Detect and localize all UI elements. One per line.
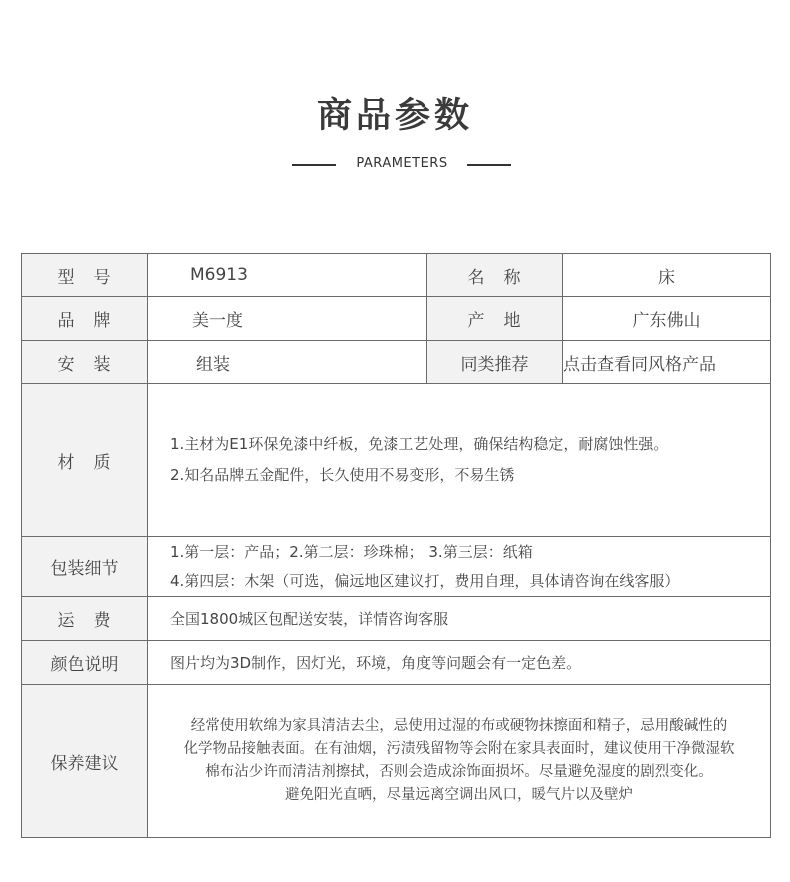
shipping-value-cell: [148, 597, 771, 641]
table-row: [22, 254, 771, 297]
brand-value: 美一度: [148, 297, 427, 341]
material-line-2: 2.知名品牌五金配件，长久使用不易变形，不易生锈: [170, 466, 515, 484]
parameters-table: [21, 253, 771, 838]
packing-label: 包装细节: [22, 537, 148, 597]
subtitle-left-rule: [292, 164, 336, 166]
model-label: 型 号: [22, 254, 148, 297]
origin-label: 产 地: [427, 297, 563, 341]
subtitle-row: [0, 155, 790, 175]
material-line-1: 1.主材为E1环保免漆中纤板，免漆工艺处理，确保结构稳定，耐腐蚀性强。: [170, 435, 669, 453]
care-value: [148, 685, 771, 838]
page-header: [0, 0, 790, 200]
care-label: 保养建议: [22, 685, 148, 838]
origin-value: 广东佛山: [563, 297, 771, 341]
table-row: [22, 341, 771, 384]
care-line-4: 避免阳光直晒，尽量远离空调出风口，暖气片以及壁炉: [285, 787, 633, 803]
table-row: [22, 297, 771, 341]
similar-products-link[interactable]: 点击查看同风格产品: [563, 341, 771, 384]
care-line-3: 棉布沾少许而清洁剂擦拭，否则会造成涂饰面损坏。尽量避免湿度的剧烈变化。: [205, 764, 713, 780]
shipping-value: 全国1800城区包配送安装，详情咨询客服: [170, 610, 449, 628]
table-row: [22, 597, 771, 641]
material-value: [148, 384, 771, 537]
name-label: 名 称: [427, 254, 563, 297]
install-label: 安 装: [22, 341, 148, 384]
color-value: 图片均为3D制作，因灯光，环境，角度等问题会有一定色差。: [170, 654, 582, 672]
table-row: [22, 384, 771, 537]
table-row: [22, 685, 771, 838]
packing-value: [148, 537, 771, 597]
install-value: 组装: [148, 341, 427, 384]
model-value: M6913: [148, 254, 427, 297]
name-value: 床: [563, 254, 771, 297]
table-row: [22, 641, 771, 685]
brand-label: 品 牌: [22, 297, 148, 341]
packing-line-2: 4.第四层：木架（可选，偏远地区建议打，费用自理，具体请咨询在线客服）: [170, 571, 680, 590]
table-row: [22, 537, 771, 597]
subtitle-right-rule: [467, 164, 511, 166]
similar-label: 同类推荐: [427, 341, 563, 384]
color-label: 颜色说明: [22, 641, 148, 685]
shipping-label: 运 费: [22, 597, 148, 641]
packing-line-1: 1.第一层：产品；2.第二层：珍珠棉； 3.第三层：纸箱: [170, 542, 533, 561]
care-line-1: 经常使用软绵为家具清洁去尘，忌使用过湿的布或硬物抹擦面和精子，忌用酸碱性的: [190, 718, 728, 734]
subtitle-text: PARAMETERS: [356, 156, 448, 171]
care-line-2: 化学物品接触表面。在有油烟，污渍残留物等会附在家具表面时，建议使用干净微湿软: [183, 741, 735, 757]
color-value-cell: [148, 641, 771, 685]
material-label: 材 质: [22, 384, 148, 537]
page-title: 商品参数: [316, 96, 473, 136]
